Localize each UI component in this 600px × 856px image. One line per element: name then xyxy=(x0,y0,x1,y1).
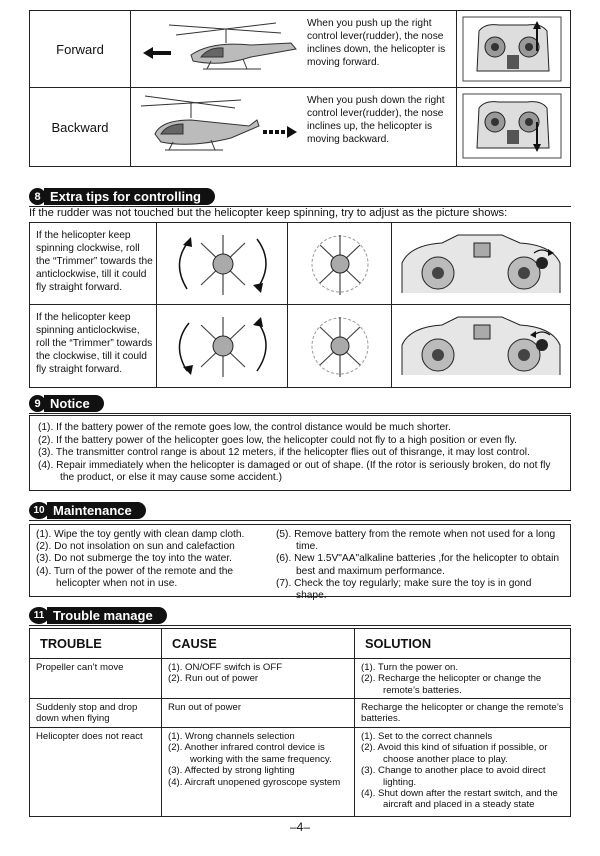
tips-description: If the helicopter keep spinning clockwise, roll the “Trimmer” towards the anticlockwise, till it could fly straight forward. xyxy=(30,223,157,304)
section-number: 9 xyxy=(29,395,46,412)
section-number: 10 xyxy=(29,502,49,519)
notice-item: (4). Repair immediately when the helicopter is damaged or out of shape. (If the rotor is seriously broken, do not fly the product, or else it may cause some accident.) xyxy=(38,459,551,484)
helicopter-spin-anticlockwise-illustration xyxy=(157,305,288,387)
tips-table xyxy=(29,222,571,388)
section-divider xyxy=(29,520,571,521)
section-title: Trouble manage xyxy=(47,607,167,624)
maintenance-item: (4). Turn of the power of the remote and the helicopter when not in use. xyxy=(36,565,234,589)
solution-cell xyxy=(355,699,570,727)
helicopter-top-view-illustration xyxy=(288,305,392,387)
section-header-notice xyxy=(29,394,104,413)
column-header-solution: SOLUTION xyxy=(365,635,432,651)
maintenance-item: (6). New 1.5V"AA"alkaline batteries ,for the helicopter to obtain best and maximum performance. xyxy=(276,553,560,577)
table-header-row xyxy=(30,629,570,659)
section-header-trouble xyxy=(29,606,167,625)
direction-label: Forward xyxy=(30,11,131,87)
tips-intro: If the rudder was not touched but the helicopter keep spinning, try to adjust as the picture shows: xyxy=(29,207,508,219)
helicopter-forward-illustration xyxy=(131,11,305,87)
cause-item: (2). Run out of power xyxy=(168,673,259,685)
solution-item: Recharge the helicopter or change the remote’s batteries. xyxy=(361,702,564,725)
section-divider xyxy=(29,413,571,414)
maintenance-box xyxy=(29,524,571,602)
solution-item: (2). Recharge the helicopter or change the remote’s batteries. xyxy=(361,673,542,696)
remote-control-illustration xyxy=(457,11,570,87)
helicopter-backward-illustration xyxy=(131,88,305,166)
maintenance-column-right xyxy=(268,529,564,602)
section-number: 11 xyxy=(29,607,49,624)
direction-table xyxy=(29,10,571,167)
notice-item: (1). If the battery power of the remote goes low, the control distance would be much shorter. xyxy=(38,422,451,433)
cause-item: Run out of power xyxy=(168,702,242,713)
helicopter-spin-clockwise-illustration xyxy=(157,223,288,304)
cause-item: (3). Affected by strong lighting xyxy=(168,765,295,777)
cause-item: (1). ON/OFF swifch is OFF xyxy=(168,662,283,673)
trouble-cell: Suddenly stop and drop down when flying xyxy=(30,699,162,727)
cause-cell xyxy=(162,699,355,727)
solution-cell xyxy=(355,659,570,698)
maintenance-item: (3). Do not submerge the toy into the water. xyxy=(36,553,232,565)
cause-cell xyxy=(162,728,355,816)
cause-item: (1). Wrong channels selection xyxy=(168,731,295,742)
column-header-cause: CAUSE xyxy=(162,629,355,658)
trouble-table xyxy=(29,628,571,817)
tips-row-clockwise xyxy=(30,223,570,305)
column-header-trouble: TROUBLE xyxy=(30,629,162,658)
remote-trimmer-illustration xyxy=(392,305,570,387)
section-title: Maintenance xyxy=(47,502,146,519)
cause-cell xyxy=(162,659,355,698)
section-header-maintenance xyxy=(29,501,146,520)
direction-row-forward xyxy=(30,11,570,88)
trouble-cell: Propeller can’t move xyxy=(30,659,162,698)
direction-row-backward xyxy=(30,88,570,166)
maintenance-item: (1). Wipe the toy gently with clean damp cloth. xyxy=(36,529,245,540)
section-header-tips xyxy=(29,187,215,206)
section-number: 8 xyxy=(29,188,46,205)
solution-item: (1). Set to the correct channels xyxy=(361,731,493,742)
helicopter-top-view-illustration xyxy=(288,223,392,304)
maintenance-item: (7). Check the toy regularly; make sure the toy is in gond shape. xyxy=(276,577,532,602)
notice-item: (3). The transmitter control range is about 12 meters, if the helicopter flies out of thisrange, it may lost control. xyxy=(38,447,530,459)
direction-description: When you push down the right control lever(rudder), the nose inclines up, the helicopter is moving backward. xyxy=(305,88,457,166)
solution-item: (2). Avoid this kind of sifuation if possible, or choose another place to play. xyxy=(361,742,548,765)
section-divider xyxy=(29,625,571,626)
maintenance-column-left xyxy=(36,529,268,592)
section-title: Extra tips for controlling xyxy=(44,188,215,205)
maintenance-item: (5). Remove battery from the remote when not used for a long time. xyxy=(276,529,556,553)
solution-item: (4). Shut down after the restart switch, and the aircraft and placed in a steady state xyxy=(361,788,558,811)
trouble-cell: Helicopter does not react xyxy=(30,728,162,816)
direction-description: When you push up the right control lever(rudder), the nose inclines down, the helicopter is moving forward. xyxy=(305,11,457,87)
direction-label: Backward xyxy=(30,88,131,166)
notice-box xyxy=(29,415,571,491)
tips-description: If the helicopter keep spinning anticlockwise, roll the “Trimmer” towards the clockwise, till it could fly straight forward. xyxy=(30,305,157,387)
table-row xyxy=(30,659,570,699)
solution-cell xyxy=(355,728,570,816)
cause-item: (4). Aircraft unopened gyroscope system xyxy=(168,776,341,788)
maintenance-item: (2). Do not insolation on sun and calefaction xyxy=(36,541,235,553)
notice-item: (2). If the battery power of the helicopter goes low, the helicopter could not fly to a high position or even fly. xyxy=(38,434,517,446)
section-title: Notice xyxy=(44,395,104,412)
cause-item: (2). Another infrared control device is working with the same frequency. xyxy=(168,742,332,765)
solution-item: (1). Turn the power on. xyxy=(361,662,459,673)
table-row xyxy=(30,728,570,816)
remote-trimmer-illustration xyxy=(392,223,570,304)
page-number: –4– xyxy=(289,820,311,834)
remote-control-illustration xyxy=(457,88,570,166)
solution-item: (3). Change to another place to avoid direct lighting. xyxy=(361,765,546,788)
tips-row-anticlockwise xyxy=(30,305,570,387)
table-row xyxy=(30,699,570,728)
